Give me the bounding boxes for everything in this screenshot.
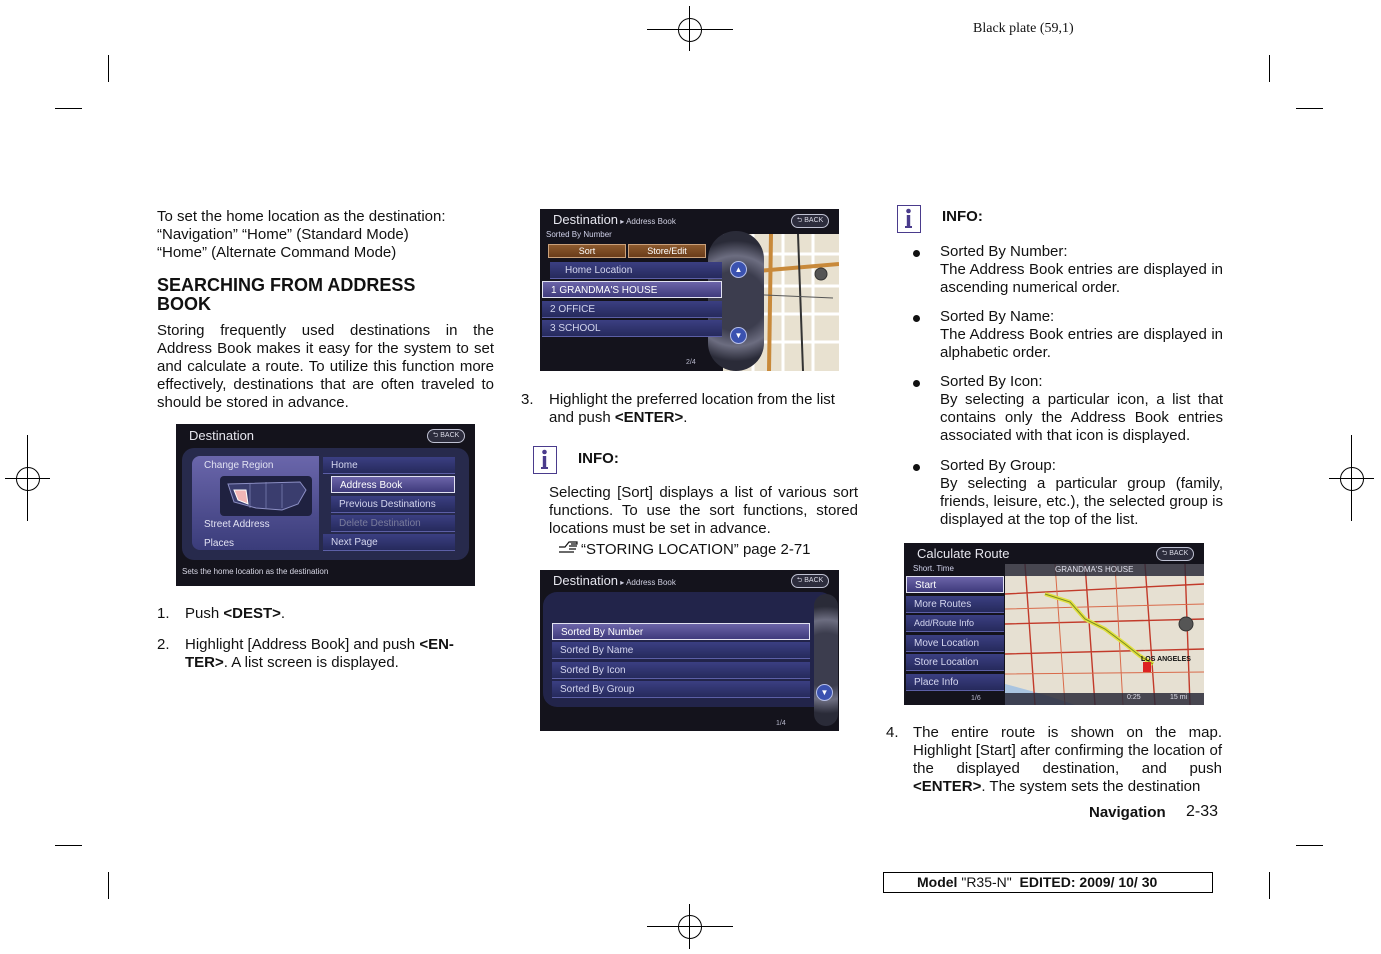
sort-button[interactable]: Sort: [548, 244, 626, 258]
info-label: INFO:: [942, 208, 983, 225]
scroll-dial[interactable]: [814, 594, 838, 726]
scroll-down-button[interactable]: ▼: [816, 684, 833, 701]
section-heading: SEARCHING FROM ADDRESS BOOK: [157, 275, 416, 314]
intro-text: [157, 208, 497, 262]
screen-sort-menu: Destination ▸ Address Book ⮌ BACK ▼ Sorted By Number Sorted By Name Sorted By Icon Sorted By Group 1/4: [540, 570, 839, 731]
route-type-label: Short. Time: [913, 564, 954, 573]
bullet-icon: [913, 464, 920, 471]
info-label: INFO:: [578, 450, 619, 467]
step-4-text: The entire route is shown on the map. Highlight [Start] after confirming the location of the displayed destination, and push <ENTER>. The system sets the destination: [913, 724, 1222, 795]
screen-destination-menu: [176, 424, 475, 586]
route-distance: 0:25: [1127, 694, 1141, 701]
reference-link[interactable]: “STORING LOCATION” page 2-71: [557, 538, 811, 559]
back-button[interactable]: ⮌ BACK: [791, 574, 829, 588]
bullet-icon: [913, 250, 920, 257]
model-edited-box: Model "R35-N" EDITED: 2009/ 10/ 30: [883, 872, 1213, 893]
bullet-icon: [913, 380, 920, 387]
list-item-school[interactable]: 3 SCHOOL: [542, 320, 722, 337]
screen-title: Calculate Route: [917, 546, 1010, 561]
intro-line-3: “Home” (Alternate Command Mode): [157, 244, 397, 261]
menu-item-delete-destination[interactable]: Delete Destination: [331, 515, 455, 532]
sort-by-number[interactable]: Sorted By Number: [552, 623, 810, 640]
screen-calculate-route: [904, 543, 1204, 705]
start-button[interactable]: Start: [906, 576, 1004, 593]
menu-item-home[interactable]: Home: [323, 457, 455, 474]
section-paragraph: Storing frequently used destinations in the Address Book makes it easy for the system to set and calculate a route. To utilize this function more effectively, destinations that are often traveled to should be stored in advance.: [157, 322, 494, 411]
page-indicator: 1/4: [776, 720, 786, 727]
route-map: [1005, 564, 1204, 705]
destination-name: GRANDMA'S HOUSE: [1055, 565, 1134, 574]
section-name: Navigation: [1089, 804, 1166, 821]
page-indicator: 1/6: [971, 695, 981, 702]
plate-label: Black plate (59,1): [973, 21, 1074, 36]
menu-item-previous-destinations[interactable]: Previous Destinations: [331, 496, 455, 513]
info-icon: [897, 205, 921, 233]
bullet-sorted-by-name: Sorted By Name: The Address Book entries are displayed in alphabetic order.: [940, 308, 1223, 361]
add-route-info-button[interactable]: Add/Route Info: [906, 615, 1004, 632]
screen-address-book: Destination ▸ Address Book ⮌ BACK ▲ ▼ Sorted By Number Sort Store/Edit Home Location 1 GRANDMA'S HOUSE 2 OFFICE 3 SCHOOL 2/4: [540, 209, 839, 371]
city-label: LOS ANGELES: [1141, 656, 1191, 663]
sort-by-icon[interactable]: Sorted By Icon: [552, 662, 810, 679]
info-icon: [533, 446, 557, 474]
step-3-text: Highlight the preferred location from the list and push <ENTER>.: [549, 391, 835, 426]
move-location-button[interactable]: Move Location: [906, 635, 1004, 652]
route-time: 15 mi: [1170, 694, 1188, 701]
step-1-text: Push <DEST>.: [185, 605, 286, 622]
sort-label: Sorted By Number: [546, 230, 612, 239]
back-button[interactable]: ⮌ BACK: [427, 429, 465, 443]
step-1: 1.: [157, 605, 170, 622]
store-location-button[interactable]: Store Location: [906, 654, 1004, 671]
scroll-down-button[interactable]: ▼: [730, 327, 747, 344]
more-routes-button[interactable]: More Routes: [906, 596, 1004, 613]
step-3: 3.: [521, 391, 534, 408]
bullet-sorted-by-group: Sorted By Group: By selecting a particular group (family, friends, leisure, etc.), the selected group is displayed at the top of the list.: [940, 457, 1223, 528]
sort-by-name[interactable]: Sorted By Name: [552, 642, 810, 659]
page-number: 2-33: [1186, 803, 1219, 820]
list-item-home-location[interactable]: Home Location: [550, 262, 722, 279]
reference-hand-icon: [557, 538, 581, 559]
bullet-sorted-by-icon: Sorted By Icon: By selecting a particular icon, a list that contains only the Address Book entries associated with that icon is displayed.: [940, 373, 1223, 444]
menu-item-next-page[interactable]: Next Page: [323, 534, 455, 551]
bullet-icon: [913, 315, 920, 322]
step-2-text: Highlight [Address Book] and push <EN- TER>. A list screen is displayed.: [185, 636, 454, 671]
bullet-sorted-by-number: Sorted By Number: The Address Book entries are displayed in ascending numerical order.: [940, 243, 1223, 296]
page-indicator: 2/4: [686, 359, 696, 366]
list-item-grandmas-house[interactable]: 1 GRANDMA'S HOUSE: [542, 281, 722, 298]
menu-item-address-book[interactable]: Address Book: [331, 476, 455, 493]
step-2: 2.: [157, 636, 170, 653]
intro-line-1: To set the home location as the destination:: [157, 208, 446, 225]
sort-by-group[interactable]: Sorted By Group: [552, 681, 810, 698]
store-edit-button[interactable]: Store/Edit: [628, 244, 706, 258]
step-4: 4.: [886, 724, 899, 741]
back-button[interactable]: ⮌ BACK: [1156, 547, 1194, 561]
back-button[interactable]: ⮌ BACK: [791, 214, 829, 228]
list-item-office[interactable]: 2 OFFICE: [542, 301, 722, 318]
info-text: Selecting [Sort] displays a list of various sort functions. To use the sort functions, stored locations must be set in advance.: [549, 484, 858, 537]
region-panel[interactable]: Change Region Street Address Places: [192, 456, 319, 550]
intro-line-2: “Navigation” “Home” (Standard Mode): [157, 226, 409, 243]
us-map-icon: [220, 476, 312, 516]
status-text: Sets the home location as the destination: [182, 567, 329, 576]
screen-title: Destination: [189, 428, 255, 443]
place-info-button[interactable]: Place Info: [906, 674, 1004, 691]
scroll-up-button[interactable]: ▲: [730, 261, 747, 278]
